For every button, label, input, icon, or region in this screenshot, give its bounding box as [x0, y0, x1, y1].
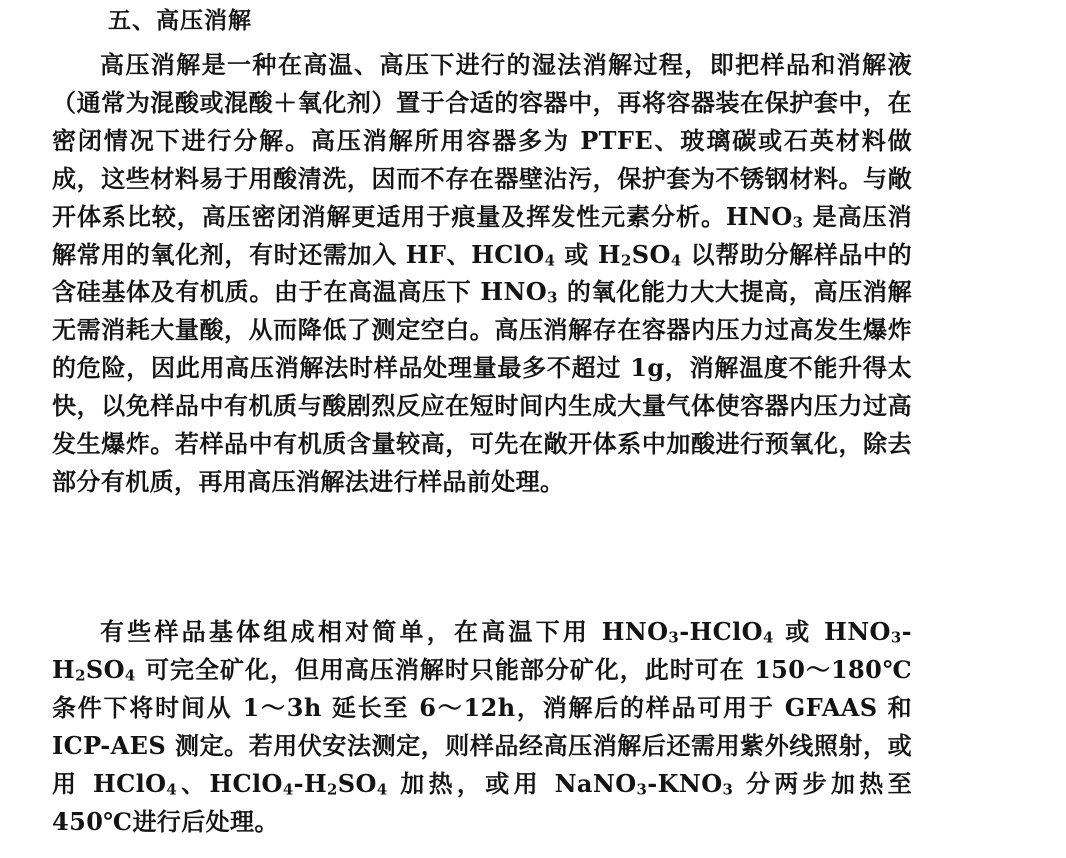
formula-subscript: 4	[376, 780, 388, 799]
formula-subscript: 3	[792, 213, 804, 232]
formula-subscript: 4	[670, 251, 682, 270]
formula-subscript: 3	[890, 628, 902, 647]
section-heading: 五、高压消解	[108, 7, 252, 34]
paragraph-mineralization: 有些样品基体组成相对简单，在高温下用 $HNO_3-HClO_4$ 或 $HNO_3-H_2SO_4$ 可完全矿化，但用高压消解时只能部分矿化，此时可在 150～180℃条件下将时间从 1～3h 延长至 6～12h，消解后的样品可用于 GFAAS 和 ICP-AES 测定。若用伏安法测定，则样品经高压消解后还需用紫外线照射，或用 HClO$_4$、$HClO_4-H_2SO_4$ 加热，或用 $NaNO_3-KNO_3$ 分两步加热至 450℃进行后处理。	[52, 617, 912, 836]
formula-subscript: 3	[722, 780, 734, 799]
formula-subscript: 4	[124, 666, 136, 685]
paragraph-high-pressure-digestion: 高压消解是一种在高温、高压下进行的湿法消解过程，即把样品和消解液（通常为混酸或混酸＋氧化剂）置于合适的容器中，再将容器装在保护套中，在密闭情况下进行分解。高压消解所用容器多为 PTFE、玻璃碳或石英材料做成，这些材料易于用酸清洗，因而不存在器壁沾污，保护套为不锈钢材料。与敞开体系比较，高压密闭消解更适用于痕量及挥发性元素分析。$HNO_3$ 是高压消解常用的氧化剂，有时还需加入 HF、HClO$_4$ 或 $H_2SO_4$ 以帮助分解样品中的含硅基体及有机质。由于在高温高压下 $HNO_3$ 的氧化能力大大提高，高压消解无需消耗大量酸，从而降低了测定空白。高压消解存在容器内压力过高发生爆炸的危险，因此用高压消解法时样品处理量最多不超过 1g，消解温度不能升得太快，以免样品中有机质与酸剧烈反应在短时间内生成大量气体使容器内压力过高发生爆炸。若样品中有机质含量较高，可先在敞开体系中加酸进行预氧化，除去部分有机质，再用高压消解法进行样品前处理。	[52, 50, 913, 496]
formula-subscript: 2	[621, 251, 632, 270]
formula-subscript: 3	[547, 289, 558, 308]
formula-subscript: 3	[636, 780, 648, 799]
formula-subscript: 4	[762, 628, 774, 647]
formula-subscript: 4	[282, 780, 294, 799]
formula-subscript: 2	[75, 666, 86, 685]
formula-subscript: 3	[668, 628, 680, 647]
formula-subscript: 4	[544, 251, 556, 270]
formula-subscript: 2	[327, 780, 338, 799]
formula-subscript: 4	[166, 780, 178, 799]
